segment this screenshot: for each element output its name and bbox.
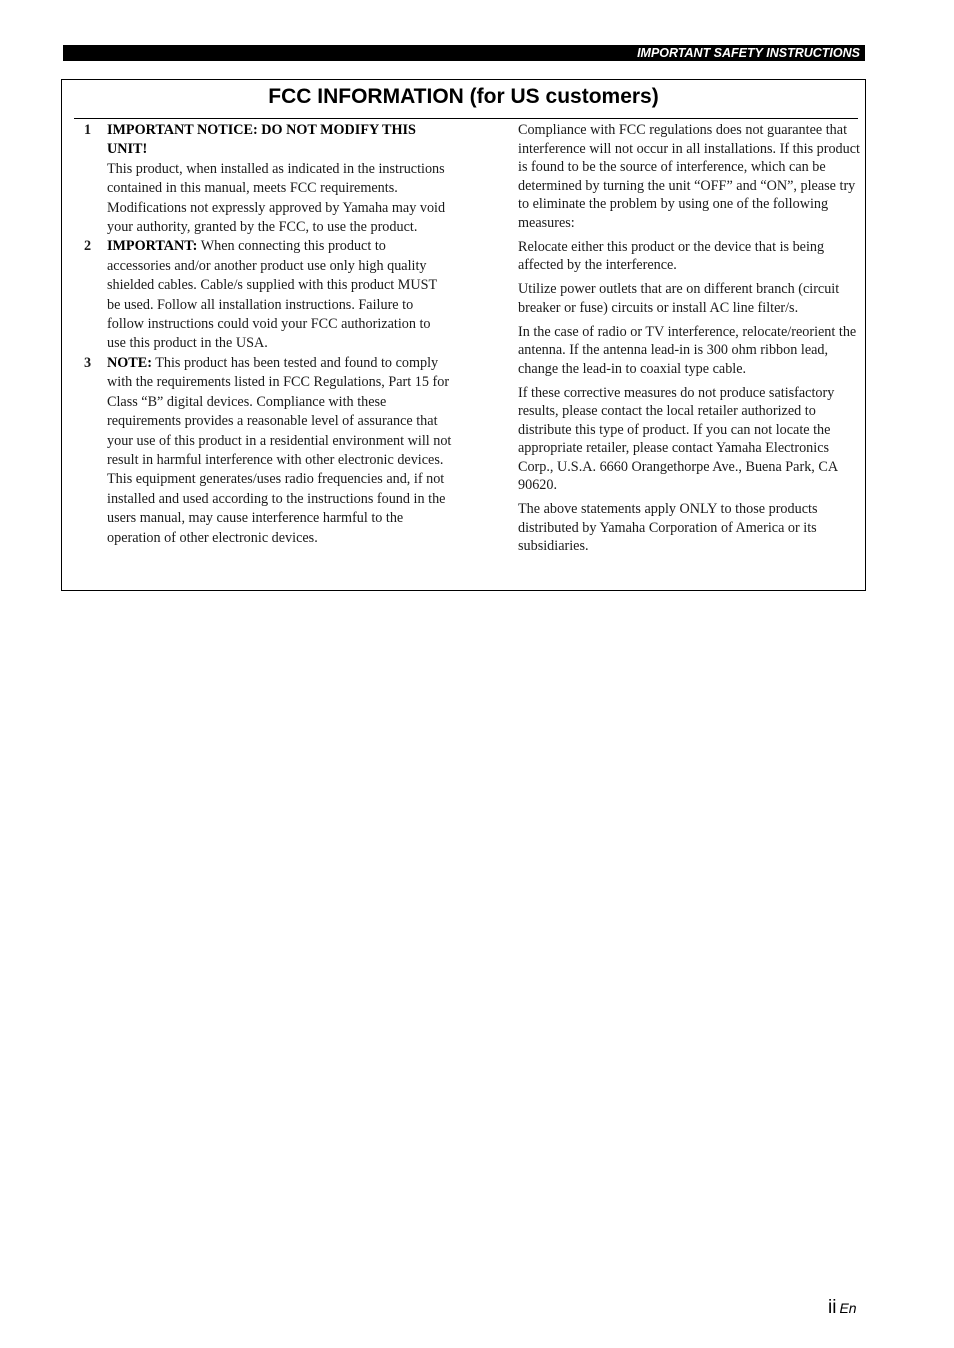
paragraph: The above statements apply ONLY to those products distributed by Yamaha Corporation of America or its subsidiaries. <box>518 501 818 554</box>
item-heading: IMPORTANT NOTICE: DO NOT MODIFY THIS UNIT! <box>107 122 416 158</box>
paragraph: Compliance with FCC regulations does not guarantee that interference will not occur in all installations. If this product is found to be the source of interference, which can be determined by turning the unit “OFF” and “ON”, please try to eliminate the problem by using one of the following measures: <box>518 122 860 231</box>
item-text: This product, when installed as indicated in the instructions contained in this manual, meets FCC requirements. Modifications not expressly approved by Yamaha may void your authority, granted by the FCC, to use the product. <box>107 160 446 236</box>
right-column <box>518 121 866 561</box>
item-text: When connecting this product to accessories and/or another product use only high quality shielded cables. Cable/s supplied with this product MUST be used. Follow all installation instructions. Failure to follow instructions could void your FCC authorization to use this product in the USA. <box>107 238 437 352</box>
item-body <box>107 354 452 548</box>
fcc-information-box <box>61 79 866 591</box>
title-divider <box>74 118 858 119</box>
item-text: This product has been tested and found to comply with the requirements listed in FCC Regulations, Part 15 for Class “B” digital devices. Compliance with these requirements provides a reasonable level of assurance that your use of this product in a residential environment will not result in harmful interference with other electronic devices. <box>107 354 452 468</box>
page-number <box>828 1297 857 1319</box>
item-heading: NOTE: <box>107 354 152 371</box>
list-item <box>84 121 452 237</box>
paragraph: Relocate either this product or the device that is being affected by the interference. <box>518 238 825 273</box>
page-language: En <box>839 1300 857 1316</box>
item-number: 1 <box>84 122 92 138</box>
list-item <box>84 354 452 548</box>
fcc-box-title: FCC INFORMATION (for US customers) <box>268 85 659 108</box>
section-header-bar <box>63 45 865 61</box>
left-column <box>84 121 452 548</box>
item-body <box>107 237 452 353</box>
list-item <box>84 237 452 353</box>
section-header-title: IMPORTANT SAFETY INSTRUCTIONS <box>637 46 860 60</box>
item-number: 2 <box>84 238 92 255</box>
item-number: 3 <box>84 354 92 371</box>
paragraph: In the case of radio or TV interference, relocate/reorient the antenna. If the antenna lead-in is 300 ohm ribbon lead, change the lead-in to coaxial type cable. <box>518 323 857 377</box>
item-text-continued: This equipment generates/uses radio frequencies and, if not installed and used according to the instructions found in the users manual, may cause interference harmful to the operation of other electronic devices. <box>107 471 446 546</box>
item-heading: IMPORTANT: <box>107 238 198 255</box>
paragraph: If these corrective measures do not produce satisfactory results, please contact the local retailer authorized to distribute this type of product. If you can not locate the appropriate retailer, please contact Yamaha Electronics Corp., U.S.A. 6660 Orangethorpe Ave., Buena Park, CA 90620. <box>518 384 838 493</box>
item-body <box>107 121 452 237</box>
page-number-value: ii <box>828 1297 837 1318</box>
paragraph: Utilize power outlets that are on different branch (circuit breaker or fuse) circuits or install AC line filter/s. <box>518 281 840 316</box>
